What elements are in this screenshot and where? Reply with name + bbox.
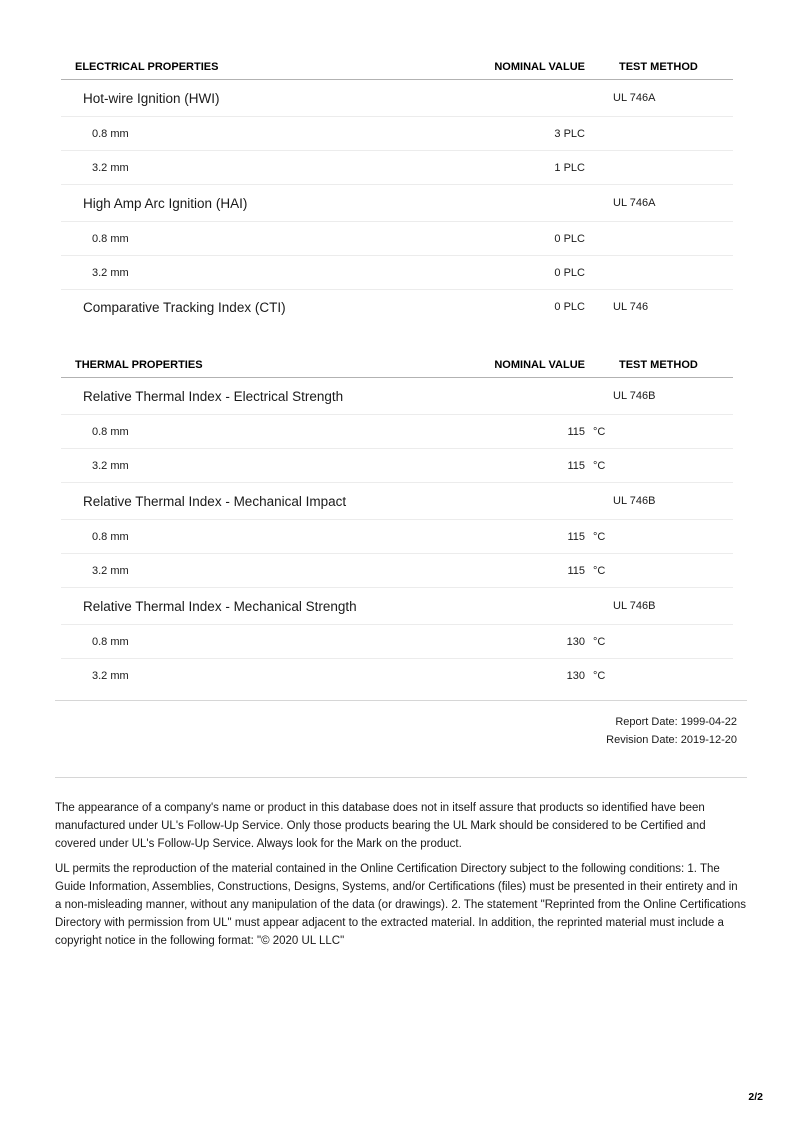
property-name: 0.8 mm — [92, 232, 129, 245]
table-header-row — [61, 54, 733, 80]
value-unit: °C — [593, 459, 606, 472]
nominal-value: 3 PLC — [554, 127, 585, 140]
table-row — [61, 659, 733, 693]
table-row — [61, 449, 733, 483]
table-row — [61, 378, 733, 415]
property-name: Relative Thermal Index - Mechanical Strength — [83, 598, 357, 614]
disclaimer-paragraph: The appearance of a company's name or product in this database does not in itself assure that products so identified have been manufactured under UL's Follow-Up Service. Only those products bearing the UL Mark should be considered to be Certified and covered under UL's Follow-Up Service. Always look for the Mark on the product. — [55, 802, 706, 850]
test-method: UL 746 — [613, 301, 649, 313]
test-method: UL 746B — [613, 600, 656, 612]
nominal-value: 115 — [567, 459, 585, 472]
nominal-value: 130 — [566, 635, 585, 648]
column-header-test-method: TEST METHOD — [619, 60, 698, 73]
nominal-value: 115 — [567, 425, 585, 438]
divider-line — [55, 777, 747, 778]
table-row — [61, 117, 733, 151]
nominal-value: 1 PLC — [554, 161, 585, 174]
property-name: Relative Thermal Index - Electrical Strength — [83, 388, 344, 404]
table-row — [61, 80, 733, 117]
nominal-value: 130 — [566, 670, 585, 682]
property-name: 3.2 mm — [92, 266, 129, 279]
property-name: High Amp Arc Ignition (HAI) — [83, 195, 248, 211]
property-name: 3.2 mm — [92, 161, 129, 174]
disclaimer-paragraph: UL permits the reproduction of the material contained in the Online Certification Directory subject to the following conditions: 1. The Guide Information, Assemblies, Constructions, Designs, Systems, and/or Certifications (files) must be presented in their entirety and in a non-misleading manner, without any manipulation of the data (or drawings). 2. The statement "Reprinted from the Online Certifications Directory with permission from UL" must appear adjacent to the extracted material. In addition, the reprinted material must include a copyright notice in the following format: "© 2020 UL LLC" — [55, 863, 747, 947]
revision-date: Revision Date: 2019-12-20 — [606, 734, 737, 746]
test-method: UL 746B — [613, 390, 656, 402]
divider-line — [55, 700, 747, 701]
property-name: 0.8 mm — [92, 425, 129, 438]
property-name: 0.8 mm — [92, 530, 129, 543]
value-unit: °C — [593, 564, 606, 577]
test-method: UL 746A — [613, 197, 656, 209]
page-content — [55, 0, 747, 950]
table-row — [61, 222, 733, 256]
property-name: 3.2 mm — [92, 459, 129, 472]
column-header-property: ELECTRICAL PROPERTIES — [75, 60, 219, 73]
value-unit: °C — [593, 635, 606, 648]
properties-table-thermal — [61, 352, 733, 693]
page-number: 2/2 — [748, 1091, 763, 1103]
table-header-row — [61, 352, 733, 378]
property-name: 0.8 mm — [92, 635, 129, 648]
table-row — [61, 554, 733, 588]
properties-table-electrical — [61, 54, 733, 324]
property-name: Hot-wire Ignition (HWI) — [83, 90, 220, 106]
report-dates — [55, 713, 747, 749]
property-name: 3.2 mm — [92, 670, 129, 682]
table-row — [61, 483, 733, 520]
property-name: Comparative Tracking Index (CTI) — [83, 299, 286, 315]
test-method: UL 746B — [613, 495, 656, 507]
property-name: 0.8 mm — [92, 127, 129, 140]
value-unit: °C — [593, 530, 606, 543]
test-method: UL 746A — [613, 92, 656, 104]
column-header-nominal-value: NOMINAL VALUE — [494, 60, 585, 73]
column-header-test-method: TEST METHOD — [619, 358, 698, 371]
table-row — [61, 588, 733, 625]
report-date: Report Date: 1999-04-22 — [615, 716, 737, 728]
value-unit: °C — [593, 670, 606, 682]
column-header-property: THERMAL PROPERTIES — [75, 358, 203, 371]
nominal-value: 0 PLC — [554, 266, 585, 279]
nominal-value: 0 PLC — [554, 232, 585, 245]
property-name: Relative Thermal Index - Mechanical Impact — [83, 493, 347, 509]
table-row — [61, 520, 733, 554]
column-header-nominal-value: NOMINAL VALUE — [494, 358, 585, 371]
nominal-value: 115 — [567, 530, 585, 543]
table-row — [61, 185, 733, 222]
table-row — [61, 415, 733, 449]
nominal-value: 115 — [567, 564, 585, 577]
property-name: 3.2 mm — [92, 564, 129, 577]
value-unit: °C — [593, 425, 606, 438]
table-row — [61, 151, 733, 185]
table-row — [61, 290, 733, 324]
table-row — [61, 625, 733, 659]
table-row — [61, 256, 733, 290]
nominal-value: 0 PLC — [554, 301, 585, 313]
